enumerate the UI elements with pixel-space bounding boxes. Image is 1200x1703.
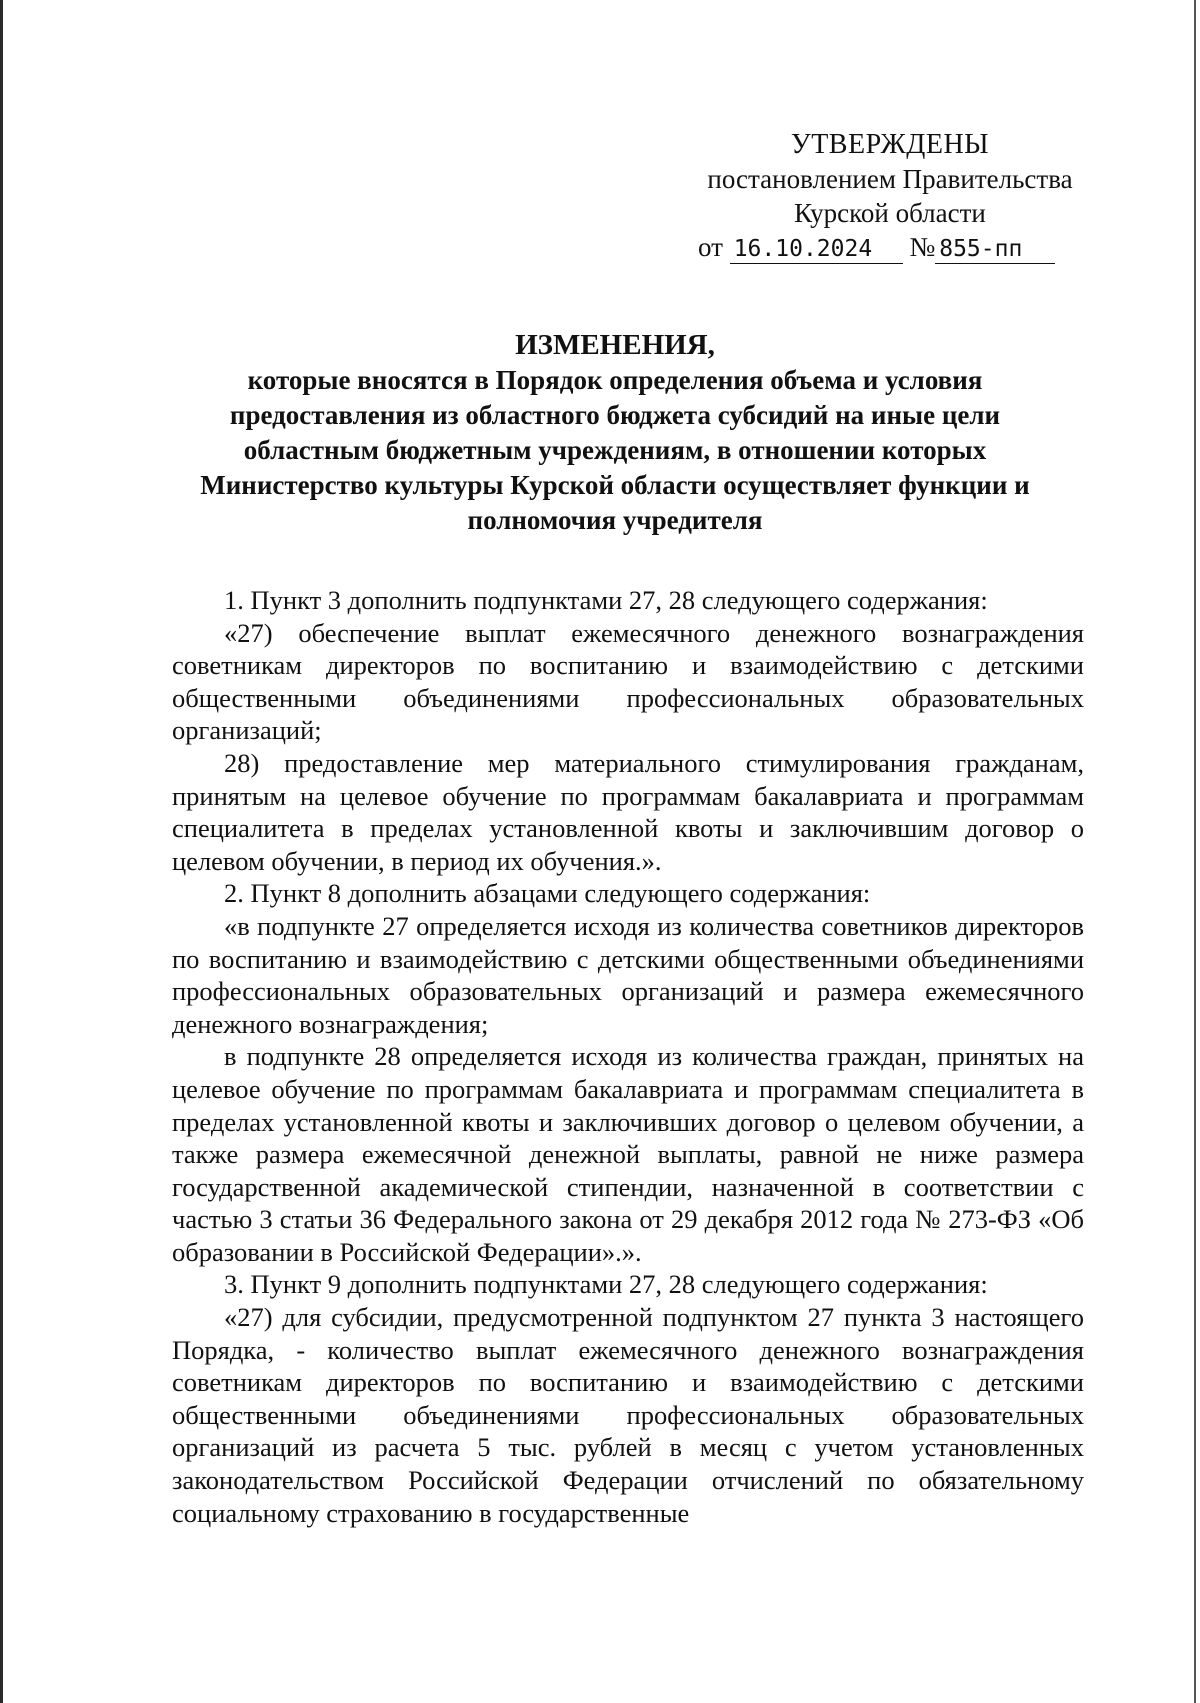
document-body <box>172 584 1084 1529</box>
title-line: областным бюджетным учреждениям, в отношении которых <box>243 435 987 465</box>
paragraph-item-1: 1. Пункт 3 дополнить подпунктами 27, 28 следующего содержания: <box>224 585 988 615</box>
title-line: полномочия учредителя <box>467 505 763 535</box>
paragraph-subitem-27: «27) обеспечение выплат ежемесячного денежного вознаграждения советникам директоров по воспитанию и взаимодействию с детскими общественными объединениями профессиональных образовательных организаций; <box>172 617 1084 746</box>
title-main: ИЗМЕНЕНИЯ, <box>515 329 715 361</box>
date-prefix: от <box>698 232 723 262</box>
paragraph-subitem-28: 28) предоставление мер материального стимулирования гражданам, принятым на целевое обучение по программам бакалавриата и программам специалитета в пределах установленной квоты и заключившим договор о целевом обучении, в период их обучения.». <box>172 747 1084 876</box>
paragraph-item-2-abs-1: «в подпункте 27 определяется исходя из количества советников директоров по воспитанию и взаимодействию с детскими общественными объединениями профессиональных образовательных организаций и размера ежемесячного денежного вознаграждения; <box>172 910 1084 1039</box>
title-line: которые вносятся в Порядок определения объема и условия <box>247 365 983 395</box>
number-prefix: № <box>909 232 936 262</box>
approval-date-line <box>690 230 1090 264</box>
scan-edge-left <box>0 0 3 1703</box>
title-line: предоставления из областного бюджета субсидий на иные цели <box>229 400 1001 430</box>
approval-resolution: постановлением Правительства <box>707 164 1073 194</box>
approval-stamp-block <box>690 128 1090 264</box>
paragraph-item-3: 3. Пункт 9 дополнить подпунктами 27, 28 следующего содержания: <box>224 1269 988 1300</box>
paragraph-item-3-sub-27: «27) для субсидии, предусмотренной подпунктом 27 пункта 3 настоящего Порядка, - количество выплат ежемесячного денежного вознаграждения советникам директоров по воспитанию и взаимодействию с детскими общественными объединениями профессиональных образовательных организаций из расчета 5 тыс. рублей в месяц с учетом установленных законодательством Российской Федерации отчислений по обязательному социальному страхованию в государственные <box>172 1302 1084 1528</box>
title-line: Министерство культуры Курской области осуществляет функции и <box>200 470 1030 500</box>
approval-date: 16.10.2024 <box>730 235 903 264</box>
paragraph-item-2: 2. Пункт 8 дополнить абзацами следующего содержания: <box>224 878 871 909</box>
scan-edge-right <box>1194 0 1196 1703</box>
approval-region: Курской области <box>794 198 986 228</box>
approval-number: 855-пп <box>935 235 1055 264</box>
document-title <box>165 328 1065 538</box>
paragraph-item-2-abs-2: в подпункте 28 определяется исходя из количества граждан, принятых на целевое обучение по программам бакалавриата и программам специалитета в пределах установленной квоты и заключивших договор о целевом обучении, а также размера ежемесячной денежной выплаты, равной не ниже размера государственной академической стипендии, назначенной в соответствии с частью 3 статьи 36 Федерального закона от 29 декабря 2012 года № 273-ФЗ «Об образовании в Российской Федерации».». <box>172 1041 1084 1267</box>
approval-heading: УТВЕРЖДЕНЫ <box>790 129 990 160</box>
